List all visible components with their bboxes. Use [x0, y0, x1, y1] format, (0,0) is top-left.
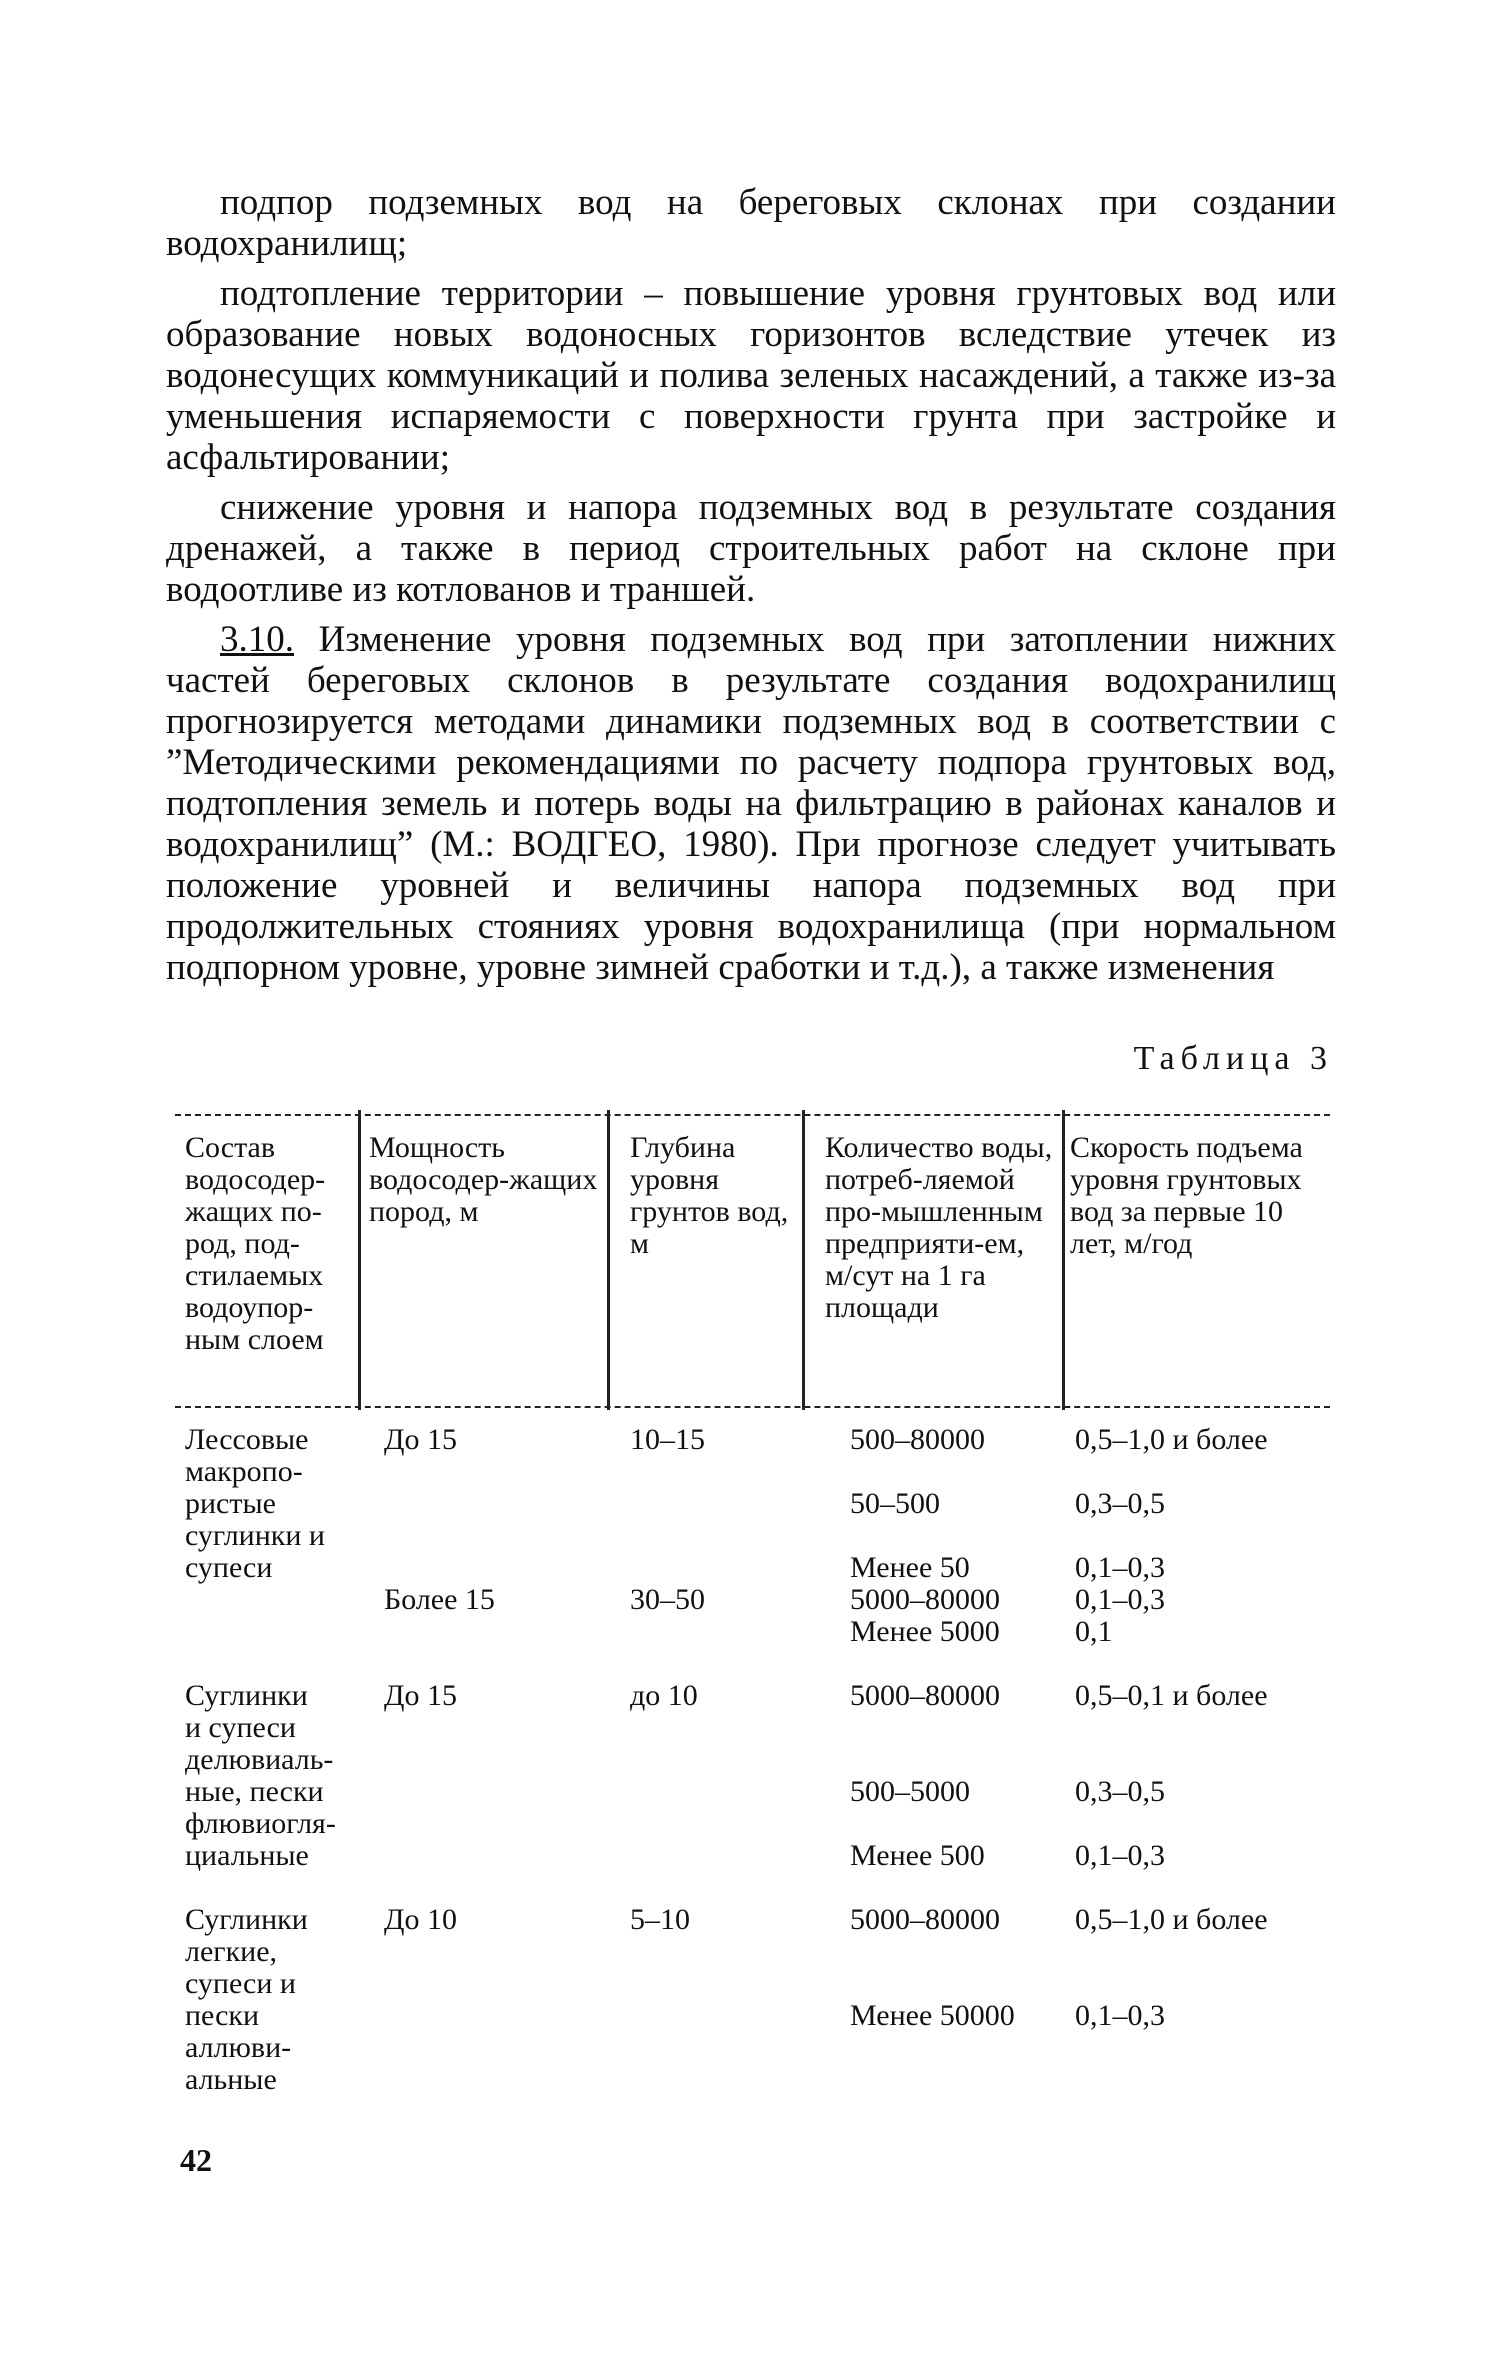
paragraph-text: снижение уровня и напора подземных вод в результате создания дренажей, а также в период строительных работ на склоне при водоотливе из котлованов и траншей. [166, 487, 1336, 610]
table-cell: ристые [185, 1487, 276, 1520]
table-header [175, 1110, 1330, 1410]
table-cell: суглинки и [185, 1519, 325, 1552]
table-cell: 0,1–0,3 [1075, 1839, 1165, 1872]
table-cell: 0,5–0,1 и более [1075, 1679, 1268, 1712]
header-top-rule [175, 1114, 1330, 1116]
header-depth: Глубина уровня грунтов вод, м [630, 1131, 789, 1260]
table-cell: Менее 50 [850, 1551, 970, 1584]
column-divider [607, 1110, 610, 1410]
table-cell: 0,5–1,0 и более [1075, 1423, 1268, 1456]
table-cell: 0,1–0,3 [1075, 1551, 1165, 1584]
table-cell: 5000–80000 [850, 1583, 1000, 1616]
table-cell: 5000–80000 [850, 1903, 1000, 1936]
table-cell: 0,1–0,3 [1075, 1999, 1165, 2032]
header-rise-rate: Скорость подъема уровня грунтовых вод за первые 10 лет, м/год [1070, 1131, 1303, 1260]
table-cell: макропо- [185, 1455, 303, 1488]
table-cell: Менее 500 [850, 1839, 985, 1872]
table-cell: циальные [185, 1839, 309, 1872]
table-cell: До 10 [384, 1903, 457, 1936]
header-water-quantity: Количество воды, потреб-ляемой про-мышленным предприяти-ем, м/сут на 1 га площади [825, 1131, 1053, 1324]
table-cell: альные [185, 2063, 277, 2096]
table-cell: 50–500 [850, 1487, 940, 1520]
paragraph-text: подпор подземных вод на береговых склонах при создании водохранилищ; [166, 182, 1336, 264]
table-cell: супеси [185, 1551, 273, 1584]
paragraph-text: Изменение уровня подземных вод при затоплении нижних частей береговых склонов в результате создания водохранилищ прогнозируется методами динамики подземных вод в соответствии с ”Методическими рекомендациями по расчету подпора грунтовых вод, подтопления земель и потерь воды на фильтрацию в районах каналов и водохранилищ” (М.: ВОДГЕО, 1980). При прогнозе следует учитывать положение уровней и величины напора подземных вод при продолжительных стояниях уровня водохранилища (при нормальном подпорном уровне, уровне зимней сработки и т.д.), а также изменения [166, 619, 1336, 988]
page-number: 42 [180, 2142, 212, 2178]
table-cell: ные, пески [185, 1775, 324, 1808]
table-cell: 5–10 [630, 1903, 690, 1936]
table-cell: 0,1 [1075, 1615, 1113, 1648]
table-cell: Более 15 [384, 1583, 495, 1616]
table-cell: супеси и [185, 1967, 296, 2000]
table-cell: 0,3–0,5 [1075, 1775, 1165, 1808]
paragraph-text: подтопление территории – повышение уровня грунтовых вод или образование новых водоносных горизонтов вследствие утечек из водонесущих коммуникаций и полива зеленых насаждений, а также из-за уменьшения испаряемости с поверхности грунта при застройке и асфальтировании; [166, 273, 1336, 478]
table-cell: Суглинки [185, 1903, 308, 1936]
table-cell: легкие, [185, 1935, 278, 1968]
table-cell: До 15 [384, 1423, 457, 1456]
header-bottom-rule [175, 1406, 1330, 1408]
paragraph [166, 619, 1336, 988]
table-cell: 0,3–0,5 [1075, 1487, 1165, 1520]
body-text [166, 182, 1336, 988]
table-cell: 5000–80000 [850, 1679, 1000, 1712]
table-cell: 0,1–0,3 [1075, 1583, 1165, 1616]
table-cell: Менее 50000 [850, 1999, 1015, 2032]
header-composition: Состав водосодер-жащих по-род, под-стилаемых водоупор-ным слоем [185, 1131, 326, 1356]
table-cell: Суглинки [185, 1679, 308, 1712]
table-cell: до 10 [630, 1679, 698, 1712]
column-divider [802, 1110, 805, 1410]
paragraph [166, 487, 1336, 610]
table-cell: пески [185, 1999, 260, 2032]
table-cell: До 15 [384, 1679, 457, 1712]
table-cell: 500–80000 [850, 1423, 985, 1456]
table-cell: флювиогля- [185, 1807, 336, 1840]
table-cell: аллюви- [185, 2031, 292, 2064]
table-cell: 500–5000 [850, 1775, 970, 1808]
table-cell: делювиаль- [185, 1743, 334, 1776]
header-thickness: Мощность водосодер-жащих пород, м [369, 1131, 598, 1228]
paragraph [166, 182, 1336, 264]
table-cell: Менее 5000 [850, 1615, 1000, 1648]
table-cell: и супеси [185, 1711, 296, 1744]
table-cell: 0,5–1,0 и более [1075, 1903, 1268, 1936]
column-divider [358, 1110, 361, 1410]
table-cell: 30–50 [630, 1583, 705, 1616]
paragraph [166, 273, 1336, 478]
table-title: Таблица 3 [1133, 1040, 1333, 1077]
section-number: 3.10. [220, 619, 294, 660]
table-cell: Лессовые [185, 1423, 309, 1456]
column-divider [1062, 1110, 1065, 1410]
table-cell: 10–15 [630, 1423, 705, 1456]
